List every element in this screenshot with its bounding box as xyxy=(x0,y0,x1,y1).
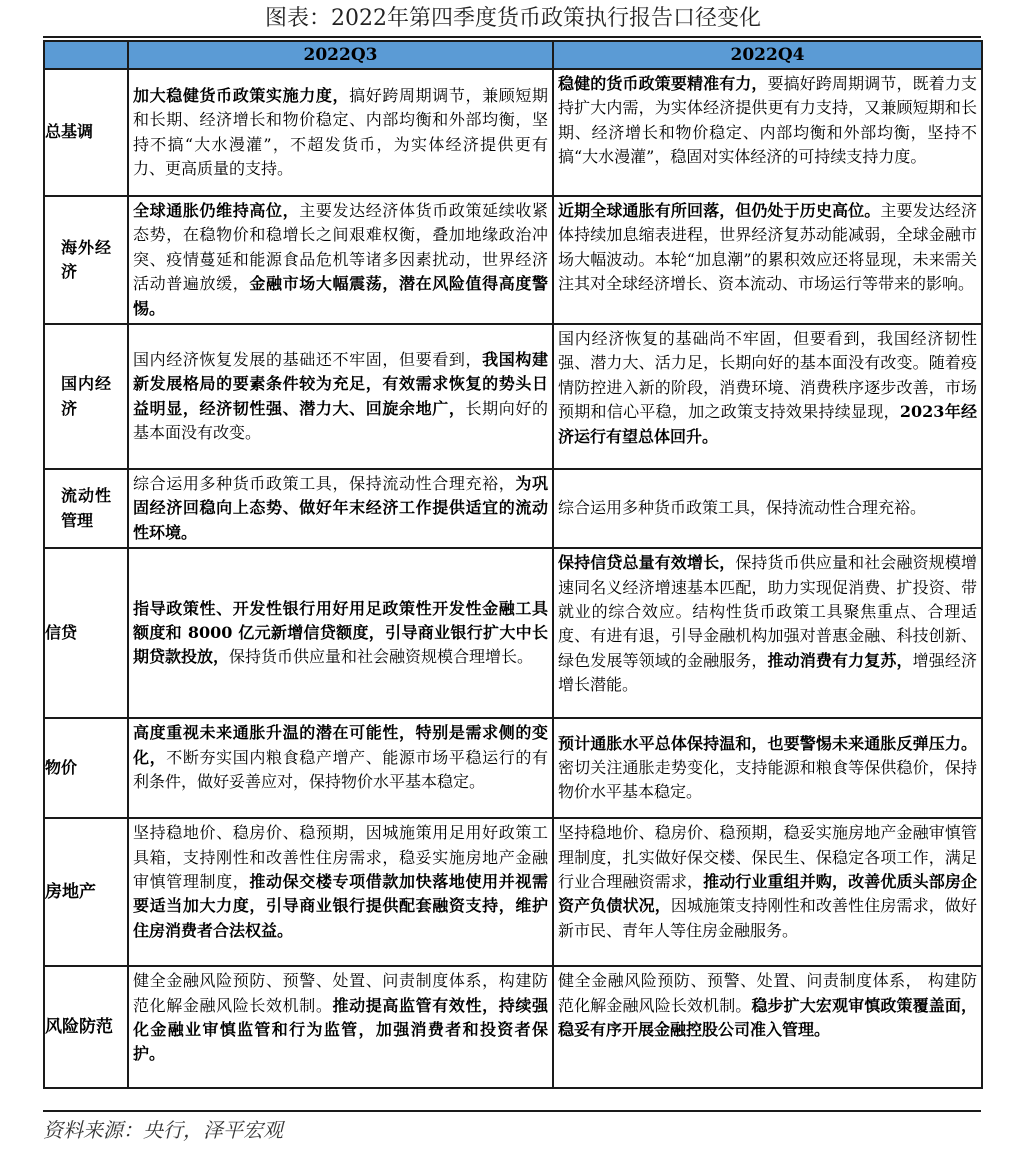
row-label: 信贷 xyxy=(44,548,128,718)
bold-text-segment: 稳健的货币政策要精准有力， xyxy=(558,74,768,93)
bold-text-segment: 我国构建新发展格局的要素条件较为充足，有效需求恢复的势头日益明显，经济韧性强、潜力大、回旋余地广， xyxy=(133,349,548,418)
bold-text-segment: 加大稳健货币政策实施力度， xyxy=(133,85,350,105)
text-segment: 健全金融风险预防、预警、处置、问责制度体系， 构建防范化解金融风险长效机制。 xyxy=(558,971,977,1015)
text-segment: 综合运用多种货币政策工具，保持流动性合理充裕。 xyxy=(558,498,927,518)
bold-text-segment: 指导政策性、开发性银行用好用足政策性开发性金融工具额度和 8000 亿元新增信贷额度，引导商业银行扩大中长期贷款投放， xyxy=(133,598,548,667)
text-segment: 因城施策支持刚性和改善性住房需求，做好新市民、青年人等住房金融服务。 xyxy=(558,896,977,940)
bold-text-segment: 2023年经济运行有望总体回升。 xyxy=(558,402,977,446)
text-segment: 综合运用多种货币政策工具，保持流动性合理充裕， xyxy=(133,474,516,494)
text-segment: 主要发达经济体货币政策延续收紧态势，在稳物价和稳增长之间艰难权衡，叠加地缘政治冲突、疫情蔓延和能源食品危机等诸多因素扰动，世界经济活动普遍放缓， xyxy=(133,201,548,294)
bold-text-segment: 高度重视未来通胀升温的潜在可能性，特别是需求侧的变化， xyxy=(133,723,548,767)
text-segment: 国内经济恢复的基础尚不牢固，但要看到，我国经济韧性强、潜力大、活力足，长期向好的基本面没有改变。随着疫情防控进入新的阶段，消费环境、消费秩序逐步改善，市场预期和信心平稳，加之政策支持效果持续显现， xyxy=(558,329,977,422)
q4-cell xyxy=(553,966,982,1088)
row-label: 风险防范 xyxy=(44,966,128,1088)
bold-text-segment: 预计通胀水平总体保持温和，也要警惕未来通胀反弹压力。 xyxy=(558,733,977,753)
text-segment: 长期向好的基本面没有改变。 xyxy=(133,398,548,442)
text-segment: 坚持稳地价、稳房价、稳预期，稳妥实施房地产金融审慎管理制度，扎实做好保交楼、保民生、保稳定各项工作，满足行业合理融资需求， xyxy=(558,823,977,892)
bottom-divider xyxy=(43,1110,981,1112)
text-segment: 保持货币供应量和社会融资规模增速同名义经济增速基本匹配，助力实现促消费、扩投资、带就业的综合效应。结构性货币政策工具聚焦重点、合理适度、有进有退，引导金融机构加强对普惠金融、科技创新、绿色发展等领域的金融服务， xyxy=(558,553,977,670)
text-segment: 保持货币供应量和社会融资规模合理增长。 xyxy=(229,647,534,667)
q3-cell xyxy=(128,818,553,966)
q4-cell xyxy=(553,324,982,469)
row-label: 物价 xyxy=(44,718,128,818)
table-row xyxy=(44,196,982,324)
bold-text-segment: 近期全球通胀有所回落，但仍处于历史高位。 xyxy=(558,201,881,220)
comparison-table xyxy=(43,40,983,1089)
row-label: 总基调 xyxy=(44,69,128,196)
text-segment: 国内经济恢复发展的基础还不牢固，但要看到， xyxy=(133,349,483,369)
bold-text-segment: 推动消费有力复苏， xyxy=(767,650,913,670)
text-segment: 不断夯实国内粮食稳产增产、能源市场平稳运行的有利条件，做好妥善应对，保持物价水平基本稳定。 xyxy=(133,747,548,792)
bold-text-segment: 稳步扩大宏观审慎政策覆盖面，稳妥有序开展金融控股公司准入管理。 xyxy=(558,995,977,1040)
q3-cell xyxy=(128,324,553,469)
q4-cell xyxy=(553,469,982,548)
bold-text-segment: 保持信贷总量有效增长， xyxy=(558,553,736,573)
q4-cell xyxy=(553,818,982,966)
text-segment: 密切关注通胀走势变化，支持能源和粮食等保供稳价，保持物价水平基本稳定。 xyxy=(558,758,977,802)
text-segment: 坚持稳地价、稳房价、稳预期，因城施策用足用好政策工具箱，支持刚性和改善性住房需求，稳妥实施房地产金融审慎管理制度， xyxy=(133,823,548,892)
row-label: 国内经济 xyxy=(44,324,128,469)
q3-cell xyxy=(128,718,553,818)
table-row xyxy=(44,718,982,818)
q3-cell xyxy=(128,69,553,196)
q4-cell xyxy=(553,196,982,324)
table-row xyxy=(44,324,982,469)
row-label: 海外经济 xyxy=(44,196,128,324)
row-label: 房地产 xyxy=(44,818,128,966)
q3-cell xyxy=(128,469,553,548)
q3-cell xyxy=(128,966,553,1088)
column-header-q3: 2022Q3 xyxy=(128,41,553,69)
bold-text-segment: 为巩固经济回稳向上态势、做好年末经济工作提供适宜的流动性环境。 xyxy=(133,474,548,542)
table-row xyxy=(44,548,982,718)
header-row xyxy=(44,41,982,69)
bold-text-segment: 推动行业重组并购，改善优质头部房企资产负债状况， xyxy=(558,872,977,916)
text-segment: 健全金融风险预防、预警、处置、问责制度体系，构建防范化解金融风险长效机制。 xyxy=(133,971,548,1015)
text-segment: 搞好跨周期调节，兼顾短期和长期、经济增长和物价稳定、内部均衡和外部均衡，坚持不搞“大水漫灌”，不超发货币，为实体经济提供更有力、更高质量的支持。 xyxy=(133,85,548,178)
row-label: 流动性管理 xyxy=(44,469,128,548)
corner-cell xyxy=(44,41,128,69)
q4-cell xyxy=(553,69,982,196)
bold-text-segment: 全球通胀仍维持高位， xyxy=(133,201,300,220)
q4-cell xyxy=(553,718,982,818)
source-note: 资料来源：央行，泽平宏观 xyxy=(43,1118,283,1142)
q4-cell xyxy=(553,548,982,718)
table-row xyxy=(44,966,982,1088)
bold-text-segment: 推动保交楼专项借款加快落地使用并视需要适当加大力度，引导商业银行提供配套融资支持，维护住房消费者合法权益。 xyxy=(133,872,548,940)
table-row xyxy=(44,69,982,196)
column-header-q4: 2022Q4 xyxy=(553,41,982,69)
table-row xyxy=(44,818,982,966)
text-segment: 增强经济增长潜能。 xyxy=(558,650,977,695)
bold-text-segment: 推动提高监管有效性，持续强化金融业审慎监管和行为监管，加强消费者和投资者保护。 xyxy=(133,995,548,1064)
bold-text-segment: 金融市场大幅震荡，潜在风险值得高度警惕。 xyxy=(133,274,548,318)
text-segment: 要搞好跨周期调节，既着力支持扩大内需，为实体经济提供更有力支持，又兼顾短期和长期、经济增长和物价稳定、内部均衡和外部均衡，坚持不搞“大水漫灌”，稳固对实体经济的可持续支持力度。 xyxy=(558,74,977,167)
q3-cell xyxy=(128,548,553,718)
title-divider xyxy=(43,36,981,38)
q3-cell xyxy=(128,196,553,324)
report-title: 图表：2022年第四季度货币政策执行报告口径变化 xyxy=(265,6,761,31)
text-segment: 主要发达经济体持续加息缩表进程，世界经济复苏动能减弱，全球金融市场大幅波动。本轮“加息潮”的累积效应还将显现，未来需关注其对全球经济增长、资本流动、市场运行等带来的影响。 xyxy=(558,201,977,294)
table-row xyxy=(44,469,982,548)
